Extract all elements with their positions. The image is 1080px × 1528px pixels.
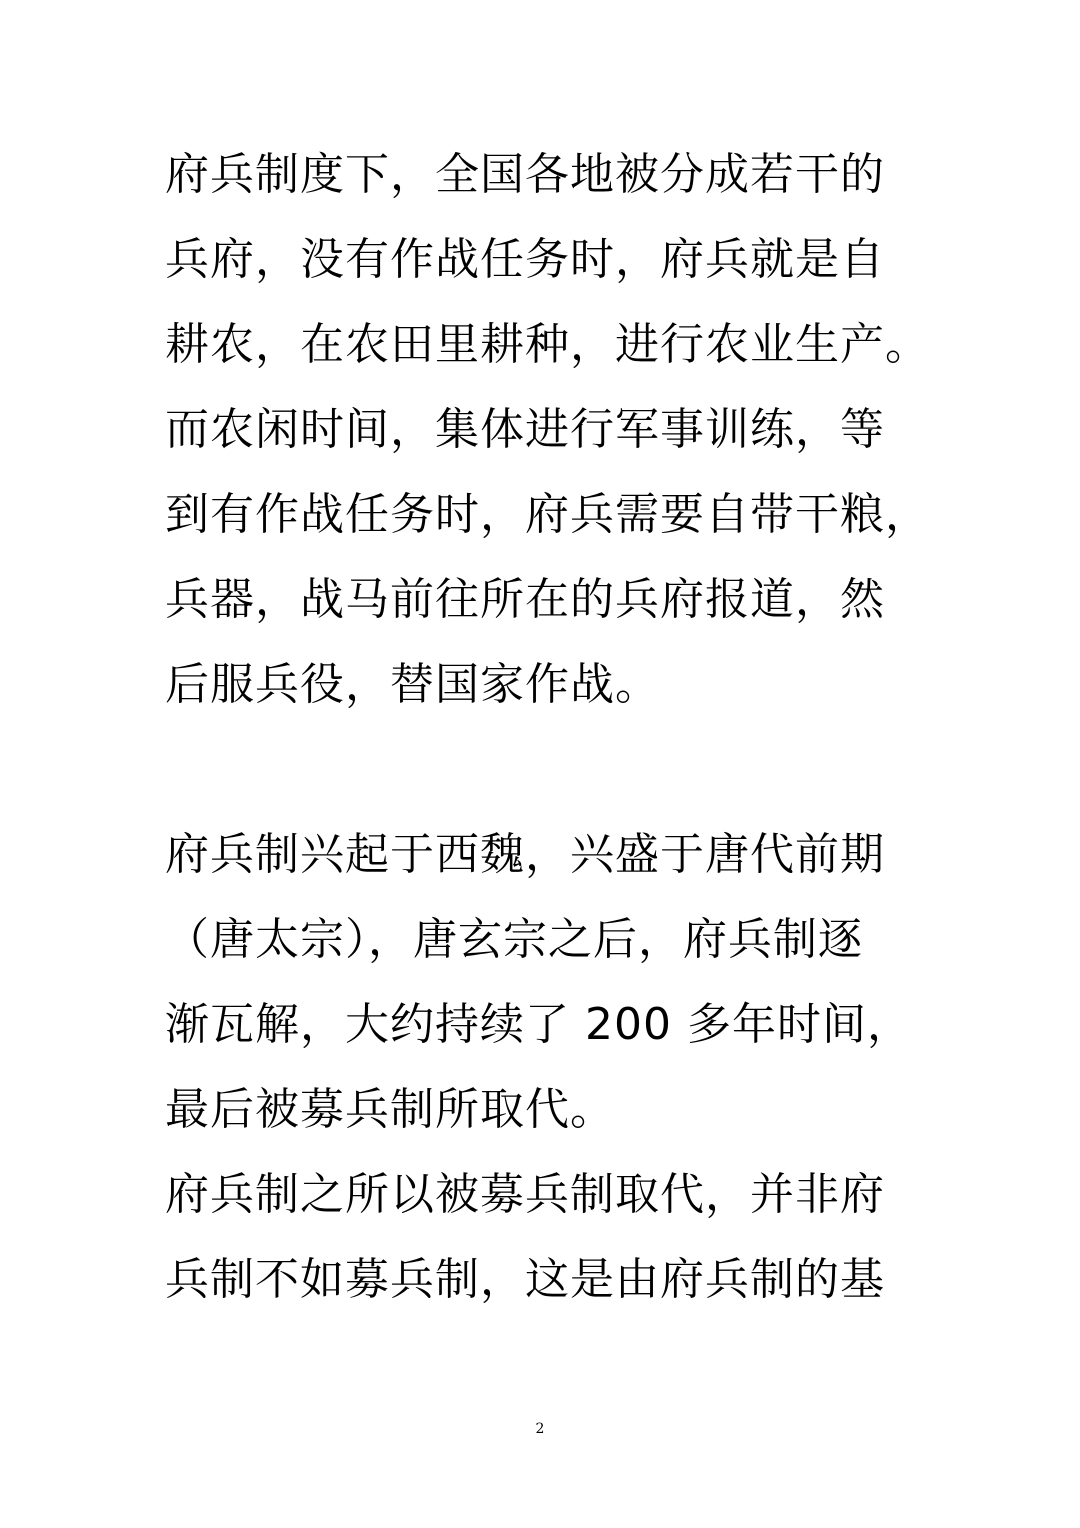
text-line: 而农闲时间，集体进行军事训练，等 (165, 404, 885, 455)
text-line: 府兵制之所以被募兵制取代，并非府 (165, 1169, 885, 1220)
text-line: 到有作战任务时，府兵需要自带干粮， (165, 489, 930, 540)
text-line: 耕农，在农田里耕种，进行农业生产。 (165, 319, 930, 370)
text-line: 后服兵役，替国家作战。 (165, 659, 660, 710)
paragraph-2 (165, 812, 955, 1152)
text-line: 最后被募兵制所取代。 (165, 1084, 615, 1135)
text-line: 府兵制度下，全国各地被分成若干的 (165, 149, 885, 200)
text-line: 兵器，战马前往所在的兵府报道，然 (165, 574, 885, 625)
page-number: 2 (535, 1421, 545, 1437)
text-line: （唐太宗），唐玄宗之后，府兵制逐 (165, 914, 863, 965)
paragraph-1 (165, 132, 955, 727)
text-line: 兵府，没有作战任务时，府兵就是自 (165, 234, 885, 285)
text-line: 府兵制兴起于西魏，兴盛于唐代前期 (165, 829, 885, 880)
paragraph-3 (165, 1152, 955, 1322)
text-line: 兵制不如募兵制，这是由府兵制的基 (165, 1254, 885, 1305)
text-line: 渐瓦解，大约持续了 200 多年时间， (165, 999, 912, 1050)
